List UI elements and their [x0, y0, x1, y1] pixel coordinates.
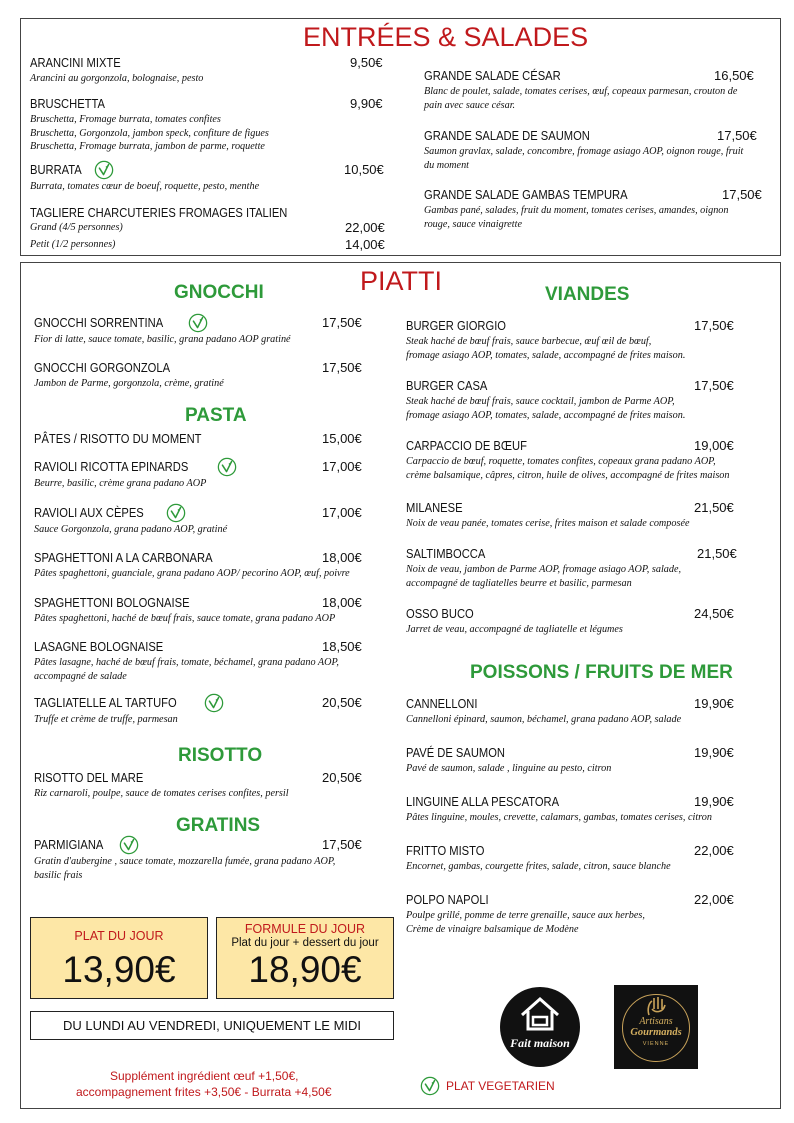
menu-item-grande-salade-gambas-tempura — [424, 187, 784, 231]
item-description: Sauce Gorgonzola, grana padano AOP, gratiné — [34, 524, 228, 535]
artisans-line1: Artisans — [639, 1016, 673, 1027]
veg-leaf-icon — [217, 457, 237, 477]
item-description: Saumon gravlax, salade, concombre, fromage asiago AOP, oignon rouge, fruit du moment — [424, 146, 744, 171]
item-name-text: GRANDE SALADE CÉSAR — [424, 68, 561, 83]
item-price: 21,50€ — [697, 546, 737, 561]
item-price: 17,50€ — [322, 315, 362, 330]
formule-subtitle: Plat du jour + dessert du jour — [231, 937, 379, 949]
item-description: Gratin d'aubergine , sauce tomate, mozzarella fumée, grana padano AOP, basilic frais — [34, 856, 336, 881]
item-name-text: SPAGHETTONI BOLOGNAISE — [34, 595, 190, 610]
veg-legend — [420, 1076, 555, 1096]
item-price: 18,00€ — [322, 550, 362, 565]
menu-item-carpaccio-de-b-uf — [406, 438, 766, 482]
item-price: 18,50€ — [322, 639, 362, 654]
menu-item-tagliatelle-al-tartufo — [34, 693, 394, 727]
item-name-text: RAVIOLI RICOTTA EPINARDS — [34, 459, 189, 474]
house-icon — [518, 995, 562, 1035]
menu-item-pave-de-saumon — [406, 745, 766, 776]
menu-item-parmigiana — [34, 835, 394, 882]
tagliere-petit-label: Petit (1/2 personnes) — [30, 239, 116, 250]
item-name-text: MILANESE — [406, 500, 463, 515]
item-price: 20,50€ — [322, 770, 362, 785]
item-price: 9,90€ — [350, 96, 383, 111]
entrees-title: ENTRÉES & SALADES — [303, 22, 589, 52]
menu-item-osso-buco — [406, 606, 766, 637]
item-price: 19,90€ — [694, 696, 734, 711]
menu-item-risotto-del-mare — [34, 770, 394, 801]
item-name — [30, 55, 390, 71]
formule-label: FORMULE DU JOUR — [244, 922, 366, 936]
item-description: Pâtes lasagne, haché de bœuf frais, tomate, béchamel, grana padano AOP, accompagné de salade — [34, 657, 339, 682]
menu-item-spaghettoni-a-la-carbonara — [34, 550, 394, 581]
menu-item-saltimbocca — [406, 546, 766, 590]
item-description: Steak haché de bœuf frais, sauce barbecue, œuf œil de bœuf, fromage asiago AOP, tomates, salade, accompagné de frites maison. — [406, 336, 686, 361]
menu-item-burger-giorgio — [406, 318, 766, 362]
piatti-title: PIATTI — [360, 266, 443, 296]
item-description: Arancini au gorgonzola, bolognaise, pesto — [30, 73, 204, 84]
item-description: Beurre, basilic, crème grana padano AOP — [34, 478, 207, 489]
item-description: Jarret de veau, accompagné de tagliatelle et légumes — [406, 624, 623, 635]
item-name-text: GNOCCHI SORRENTINA — [34, 315, 164, 330]
item-name-text: BRUSCHETTA — [30, 96, 105, 111]
menu-item-polpo-napoli — [406, 892, 766, 936]
item-price: 15,00€ — [322, 431, 362, 446]
item-description: Fior di latte, sauce tomate, basilic, grana padano AOP gratiné — [34, 334, 291, 345]
item-name-text: PÂTES / RISOTTO DU MOMENT — [34, 431, 202, 446]
availability-box — [30, 1011, 394, 1040]
hand-icon — [643, 995, 669, 1017]
item-name-text: LASAGNE BOLOGNAISE — [34, 639, 164, 654]
gnocchi-title: GNOCCHI — [174, 282, 264, 303]
item-name-text: LINGUINE ALLA PESCATORA — [406, 794, 560, 809]
availability-text: DU LUNDI AU VENDREDI, UNIQUEMENT LE MIDI — [62, 1018, 362, 1033]
fait-maison-logo — [500, 987, 580, 1067]
item-name — [30, 96, 390, 112]
item-price: 19,90€ — [694, 794, 734, 809]
item-name-text: CANNELLONI — [406, 696, 478, 711]
pasta-title: PASTA — [185, 405, 247, 426]
item-description: Riz carnaroli, poulpe, sauce de tomates cerises confites, persil — [34, 788, 289, 799]
veg-leaf-icon — [420, 1076, 440, 1096]
menu-item-tagliere-charcuteries-fromages-italien — [30, 205, 390, 221]
item-description: Steak haché de bœuf frais, sauce cocktail, jambon de Parme AOP, fromage asiago AOP, tomates, salade, accompagné de frites maison. — [406, 396, 686, 421]
item-name-text: BURRATA — [30, 162, 82, 177]
menu-item-cannelloni — [406, 696, 766, 727]
veg-leaf-icon — [188, 313, 208, 333]
item-name-text: SALTIMBOCCA — [406, 546, 486, 561]
item-description: Pavé de saumon, salade , linguine au pesto, citron — [406, 763, 612, 774]
menu-item-spaghettoni-bolognaise — [34, 595, 394, 626]
item-price: 16,50€ — [714, 68, 754, 83]
item-price: 17,50€ — [322, 837, 362, 852]
item-price: 22,00€ — [694, 843, 734, 858]
menu-item-burrata — [30, 160, 390, 194]
artisans-line2: Gourmands — [630, 1027, 682, 1038]
viandes-title: VIANDES — [545, 284, 630, 305]
menu-item-bruschetta — [30, 96, 390, 154]
item-description: Gambas pané, salades, fruit du moment, tomates cerises, amandes, oignon rouge, sauce vinaigrette — [424, 205, 729, 230]
item-name — [30, 160, 390, 180]
plat-du-jour-box — [30, 917, 208, 999]
gratins-title: GRATINS — [176, 815, 261, 836]
item-name-text: GRANDE SALADE GAMBAS TEMPURA — [424, 187, 628, 202]
item-name-text: SPAGHETTONI A LA CARBONARA — [34, 550, 213, 565]
item-name-text: BURGER CASA — [406, 378, 488, 393]
artisans-city: VIENNE — [642, 1041, 670, 1047]
item-name-text: GRANDE SALADE DE SAUMON — [424, 128, 590, 143]
menu-item-gnocchi-gorgonzola — [34, 360, 394, 391]
item-price: 21,50€ — [694, 500, 734, 515]
item-description: Pâtes spaghettoni, guanciale, grana padano AOP/ pecorino AOP, œuf, poivre — [34, 568, 350, 579]
supplement-line1: Supplément ingrédient œuf +1,50€, — [110, 1069, 299, 1083]
tagliere-grand-price: 22,00€ — [345, 220, 385, 235]
item-price: 19,00€ — [694, 438, 734, 453]
supplement-line2: accompagnement frites +3,50€ - Burrata +4,50€ — [76, 1085, 332, 1099]
item-name-text: POLPO NAPOLI — [406, 892, 489, 907]
item-description: Encornet, gambas, courgette frites, salade, citron, sauce blanche — [406, 861, 671, 872]
formule-price: 18,90€ — [248, 949, 362, 990]
veg-leaf-icon — [204, 693, 224, 713]
item-price: 17,00€ — [322, 505, 362, 520]
item-price: 19,90€ — [694, 745, 734, 760]
item-description: Jambon de Parme, gorgonzola, crème, gratiné — [34, 378, 224, 389]
veg-legend-text: PLAT VEGETARIEN — [446, 1079, 555, 1093]
item-price: 17,50€ — [694, 378, 734, 393]
item-description: Truffe et crème de truffe, parmesan — [34, 714, 178, 725]
item-description: Blanc de poulet, salade, tomates cerises, œuf, copeaux parmesan, crouton de pain avec sauce césar. — [424, 86, 738, 111]
item-price: 17,00€ — [322, 459, 362, 474]
item-description: Pâtes spaghettoni, haché de bœuf frais, sauce tomate, grana padano AOP — [34, 613, 336, 624]
item-price: 20,50€ — [322, 695, 362, 710]
formule-box — [216, 917, 394, 999]
item-name-text: GNOCCHI GORGONZOLA — [34, 360, 171, 375]
artisans-gourmands-logo — [614, 985, 698, 1069]
item-name-text: PARMIGIANA — [34, 837, 104, 852]
item-name-text: TAGLIATELLE AL TARTUFO — [34, 695, 177, 710]
veg-leaf-icon — [166, 503, 186, 523]
item-description: Carpaccio de bœuf, roquette, tomates confites, copeaux grana padano AOP, crème balsamique, câpres, citron, huile de olives, accompagné de frites maison — [406, 456, 730, 481]
item-name-text: FRITTO MISTO — [406, 843, 485, 858]
item-description: Poulpe grillé, pomme de terre grenaille, sauce aux herbes, Crème de vinaigre balsamique de Modène — [406, 910, 645, 935]
item-name-text: BURGER GIORGIO — [406, 318, 507, 333]
menu-item-fritto-misto — [406, 843, 766, 874]
item-description: Noix de veau panée, tomates cerise, frites maison et salade composée — [406, 518, 690, 529]
item-price: 18,00€ — [322, 595, 362, 610]
menu-item-linguine-alla-pescatora — [406, 794, 766, 825]
menu-item-lasagne-bolognaise — [34, 639, 394, 683]
tagliere-grand-label: Grand (4/5 personnes) — [30, 222, 123, 233]
item-price: 17,50€ — [694, 318, 734, 333]
item-price: 17,50€ — [322, 360, 362, 375]
menu-item-milanese — [406, 500, 766, 531]
item-description: Cannelloni épinard, saumon, béchamel, grana padano AOP, salade — [406, 714, 682, 725]
menu-item-arancini-mixte — [30, 55, 390, 86]
risotto-title: RISOTTO — [178, 745, 263, 766]
item-description: Noix de veau, jambon de Parme AOP, fromage asiago AOP, salade, accompagné de tagliatelles beurre et basilic, parmesan — [406, 564, 682, 589]
menu-item-grande-salade-de-saumon — [424, 128, 784, 172]
item-price: 10,50€ — [344, 162, 384, 177]
menu-item-ravioli-aux-cepes — [34, 503, 394, 537]
item-name-text: TAGLIERE CHARCUTERIES FROMAGES ITALIEN — [30, 205, 288, 220]
plat-du-jour-price: 13,90€ — [62, 949, 176, 990]
item-name-text: RAVIOLI AUX CÈPES — [34, 505, 144, 520]
item-price: 24,50€ — [694, 606, 734, 621]
item-description: Burrata, tomates cœur de boeuf, roquette, pesto, menthe — [30, 181, 260, 192]
item-description: Bruschetta, Fromage burrata, tomates confites Bruschetta, Gorgonzola, jambon speck, confiture de figues Bruschetta, Fromage burrata, jambon de parme, roquette — [30, 114, 269, 152]
item-name-text: PAVÉ DE SAUMON — [406, 745, 505, 760]
item-price: 22,00€ — [694, 892, 734, 907]
item-name-text: ARANCINI MIXTE — [30, 55, 121, 70]
menu-item-ravioli-ricotta-epinards — [34, 457, 394, 491]
menu-item-gnocchi-sorrentina — [34, 313, 394, 347]
plat-du-jour-label: PLAT DU JOUR — [74, 929, 164, 943]
item-price: 17,50€ — [722, 187, 762, 202]
veg-leaf-icon — [119, 835, 139, 855]
item-name-text: RISOTTO DEL MARE — [34, 770, 144, 785]
item-price: 9,50€ — [350, 55, 383, 70]
item-name-text: OSSO BUCO — [406, 606, 474, 621]
item-price: 17,50€ — [717, 128, 757, 143]
menu-item-pates-risotto-du-moment — [34, 431, 394, 447]
menu-item-burger-casa — [406, 378, 766, 422]
item-name-text: CARPACCIO DE BŒUF — [406, 438, 527, 453]
veg-leaf-icon — [94, 160, 114, 180]
poissons-title: POISSONS / FRUITS DE MER — [470, 662, 733, 683]
item-name — [30, 205, 390, 221]
tagliere-petit-price: 14,00€ — [345, 237, 385, 252]
fait-maison-text: Fait maison — [510, 1036, 570, 1050]
menu-item-grande-salade-cesar — [424, 68, 784, 112]
item-description: Pâtes linguine, moules, crevette, calamars, gambas, tomates cerises, citron — [406, 812, 712, 823]
